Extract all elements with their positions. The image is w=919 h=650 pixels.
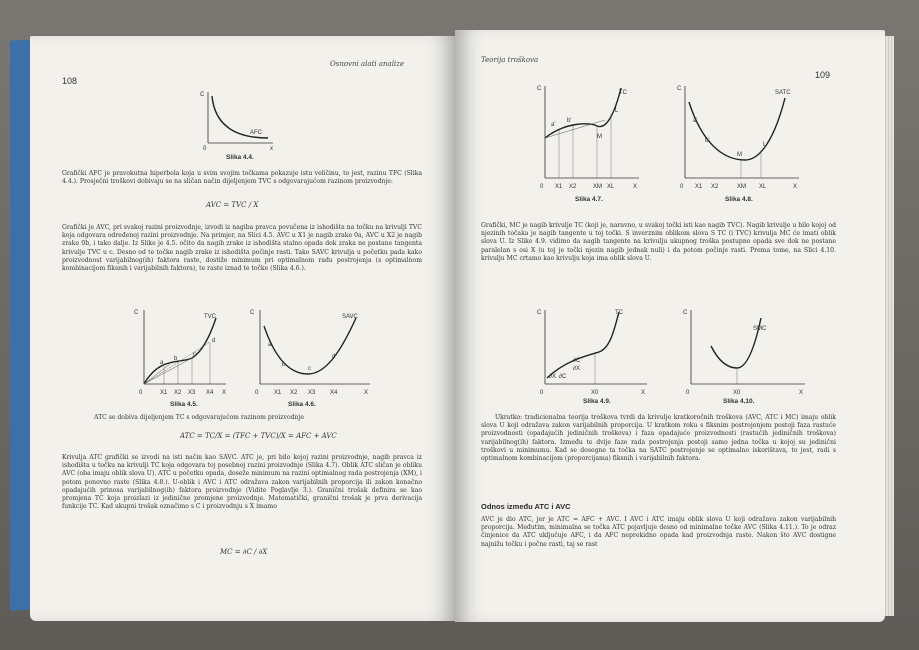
figure-label: X xyxy=(364,390,369,396)
figure-label: C xyxy=(250,310,255,316)
figure-label: 0 xyxy=(139,390,143,396)
figure-label: ∂C xyxy=(573,358,581,364)
right-para-2: Ukratko: tradicionalna teorija troškova tvrdi da krivulje kratkoročnih troškova (AVC, ATC i MC) imaju oblik slova U koji odražava zakon varijabilnih proporcija. U kratkom roku s fiksnim postrojenjem postoji faza rastuće proizvodnosti (opadajućih jediničnih troškova) i faza opadajuće proizvodnosti (rastućih jediničnih troškova) varijabilnog(ih) faktora. Između te dvije faze rada postrojenja postoji samo jedna točka u kojoj su jedinični troškovi u minimumu. Kad se dosegne ta točka na SATC postrojenje se optimalno iskorištava, to jest, radi s optimalnom kombinacijom (proporcijama) fiksnih i varijabilnih faktora. xyxy=(481,414,836,463)
figure-label: ∂C xyxy=(559,374,567,380)
figure-label: TC xyxy=(615,310,623,316)
figure-label: b xyxy=(282,362,286,368)
right-page-number: 109 xyxy=(815,70,831,80)
figure-label: X0 xyxy=(591,390,599,396)
fig46-caption: Slika 4.6. xyxy=(288,401,316,408)
left-para-2: Grafički je AVC, pri svakoj razini proizvodnje, izvodi iz nagiba pravca povučena iz ishodišta na točku na krivulji TVC koja odgovara određenoj razini proizvodnje. Na primjer, na Slici 4.5. AVC u X1 je nagib zrake 0a, AVC u X2 je nagib zrake 0b, i tako dalje. Iz Slike je 4.5. očito da nagib zrake iz ishodišta stalno opada dok zraka ne postane tangenta krivulje TVC u c. Desno od te točke nagib zrake iz ishodišta počinje rasti. Tako SAVC krivulja u početku pada kako proizvodnost varijabilnog(ih) faktora raste, dostiže minimum pri optimalnom radu postrojenja (s optimalnom kombinacijom fiksnih i varijabilnih faktora), te raste iznad te točke (Slika 4.6.). xyxy=(62,224,422,273)
figure-label: b' xyxy=(567,118,572,124)
figure-label: X1 xyxy=(555,184,563,190)
figure-label: X2 xyxy=(711,184,719,190)
figure-label: X xyxy=(793,184,798,190)
figure-label: X2 xyxy=(569,184,577,190)
fig47-caption: Slika 4.7. xyxy=(575,196,603,203)
figure-label: ∂X xyxy=(573,366,580,372)
figure-label: XM xyxy=(737,184,746,190)
figure-label: SMC xyxy=(753,326,767,332)
figure-label: C xyxy=(683,310,688,316)
figure-label: X1 xyxy=(695,184,703,190)
figure-4-8 xyxy=(675,82,805,192)
figure-label: SAVC xyxy=(342,314,358,320)
left-para-3: ATC se dobiva dijeljenjem TC s odgovarajućom razinom proizvodnje xyxy=(94,414,304,421)
fig44-origin: 0 xyxy=(203,146,207,152)
fig45-x-label: X xyxy=(222,390,227,396)
figure-label: X4 xyxy=(330,390,338,396)
figure-label: L xyxy=(763,142,767,148)
figure-label: X xyxy=(633,184,638,190)
fig45-caption: Slika 4.5. xyxy=(170,401,198,408)
figure-label: X xyxy=(641,390,646,396)
fig44-caption: Slika 4.4. xyxy=(226,154,254,161)
figure-4-7 xyxy=(535,82,645,192)
figure-label: ∂X xyxy=(549,374,556,380)
figure-label: a' xyxy=(551,122,556,128)
fig49-caption: Slika 4.9. xyxy=(583,398,611,405)
figure-4-6 xyxy=(246,306,374,398)
figure-label: M xyxy=(597,134,602,140)
figure-label: X xyxy=(799,390,804,396)
figure-label: C xyxy=(537,86,542,92)
formula-mc: MC = ∂C / ∂X xyxy=(220,548,268,556)
left-header: Osnovni alati analize xyxy=(330,60,405,68)
figure-4-5 xyxy=(130,306,230,398)
section-title: Odnos između ATC i AVC xyxy=(481,502,571,511)
left-para-4: Krivulja ATC grafički se izvodi na isti način kao SAVC. ATC je, pri bilo kojoj razini proizvodnje, nagib pravca iz ishodišta u točku na krivulji TC koja odgovara toj posebnoj razini proizvodnje (Slika 4.7). Oblik ATC sličan je obliku AVC (oba imaju oblik slova U). ATC u početku opada, doseže minimum na razini optimalnog rada postrojenja (XM), i potom ponovno raste (Slika 4.8.). U-oblik i AVC i ATC odražava zakon varijabilnih proporcija ili zakon konačno opadajućih prinosa varijabilnog(ih) faktora proizvodnje (Vidite Poglavlje 3.). Granični trošak definira se kao promjena TC koja proizlazi iz jedinične promjene proizvodnje. Matematički, granični trošak je prva derivacija funkcije TC. Kad ukupni trošak označimo s C i proizvodnju s X imamo xyxy=(62,454,422,511)
figure-label: XL xyxy=(607,184,615,190)
figure-label: SATC xyxy=(775,90,791,96)
right-page xyxy=(455,30,885,622)
figure-label: X3 xyxy=(308,390,316,396)
figure-label: d xyxy=(212,338,216,344)
fig44-curve-label: AFC xyxy=(250,130,262,136)
figure-label: TC xyxy=(619,90,627,96)
formula-atc: ATC = TC/X = (TFC + TVC)/X = AFC + AVC xyxy=(180,432,337,440)
figure-label: 0 xyxy=(255,390,259,396)
figure-label: L xyxy=(615,108,619,114)
figure-label: 0 xyxy=(540,184,544,190)
figure-label: C xyxy=(537,310,542,316)
right-header: Teorija troškova xyxy=(481,56,539,64)
figure-label: a' xyxy=(693,118,698,124)
figure-label: c xyxy=(308,366,311,372)
figure-label: M xyxy=(737,152,742,158)
figure-4-10 xyxy=(681,306,811,396)
figure-label: X0 xyxy=(733,390,741,396)
figure-label: C xyxy=(677,86,682,92)
figure-label: b' xyxy=(705,138,710,144)
fig44-y-label: C xyxy=(200,92,205,98)
fig45-y-label: C xyxy=(134,310,139,316)
fig44-x-label: x xyxy=(270,146,273,152)
right-para-3: AVC je dio ATC, jer je ATC = AFC + AVC. I AVC i ATC imaju oblik slova U koji odražava zakon varijabilnih proporcija. Međutim, minimalna se točka ATC pojavljuje desno od minimalne točke AVC (Slika 4.11.). To je odraz činjenice da ATC uključuje AFC, i da AFC neprekidno opada kad proizvodnja raste. Nakon što AVC dostigne najnižu točku i počne rasti, taj se rast xyxy=(481,516,836,548)
fig45-curve-label: TVC xyxy=(204,314,216,320)
figure-4-4 xyxy=(198,88,278,158)
fig48-caption: Slika 4.8. xyxy=(725,196,753,203)
figure-label: c xyxy=(193,352,196,358)
figure-4-9 xyxy=(535,306,655,396)
figure-label: X2 xyxy=(174,390,182,396)
formula-avc: AVC = TVC / X xyxy=(206,201,259,209)
figure-label: 0 xyxy=(540,390,544,396)
left-para-1: Grafički AFC je pravokutna hiperbola koja u svim svojim točkama pokazuje istu veličinu, to jest, razinu TFC (Slika 4.4.). Prosječni troškovi dobivaju se na sličan način dijeljenjem TVC s odgovarajućom razinom proizvodnje: xyxy=(62,170,422,186)
figure-label: b xyxy=(174,356,178,362)
figure-label: X2 xyxy=(290,390,298,396)
figure-label: XL xyxy=(759,184,767,190)
figure-label: d xyxy=(332,354,336,360)
figure-label: X4 xyxy=(206,390,214,396)
left-page-number: 108 xyxy=(62,76,78,86)
figure-label: a xyxy=(268,342,272,348)
figure-label: X3 xyxy=(188,390,196,396)
figure-label: 0 xyxy=(680,184,684,190)
figure-label: 0 xyxy=(686,390,690,396)
figure-label: X1 xyxy=(160,390,168,396)
figure-label: XM xyxy=(593,184,602,190)
fig410-caption: Slika 4.10. xyxy=(723,398,755,405)
figure-label: a xyxy=(160,360,164,366)
left-page xyxy=(30,36,455,621)
right-para-1: Grafički, MC je nagib krivulje TC (koji je, naravno, u svakoj točki isti kao nagib TVC). Nagib krivulje u bilo kojoj od njezinih točaka je nagib tangente u toj točki. S inverznim oblikom slova S TC (i TVC) krivulja MC će imati oblik slova U. Iz Slike 4.9. vidimo da nagib tangente na krivulju ukupnog troška postupno opada sve dok ne postane paralelan s osi X (u toj je točki njezin nagib jednak nuli) i da potom počinje rasti. Prema tome, na Slici 4.10. krivulju MC crtamo kao krivulju koja ima oblik slova U. xyxy=(481,222,836,262)
figure-label: X1 xyxy=(274,390,282,396)
